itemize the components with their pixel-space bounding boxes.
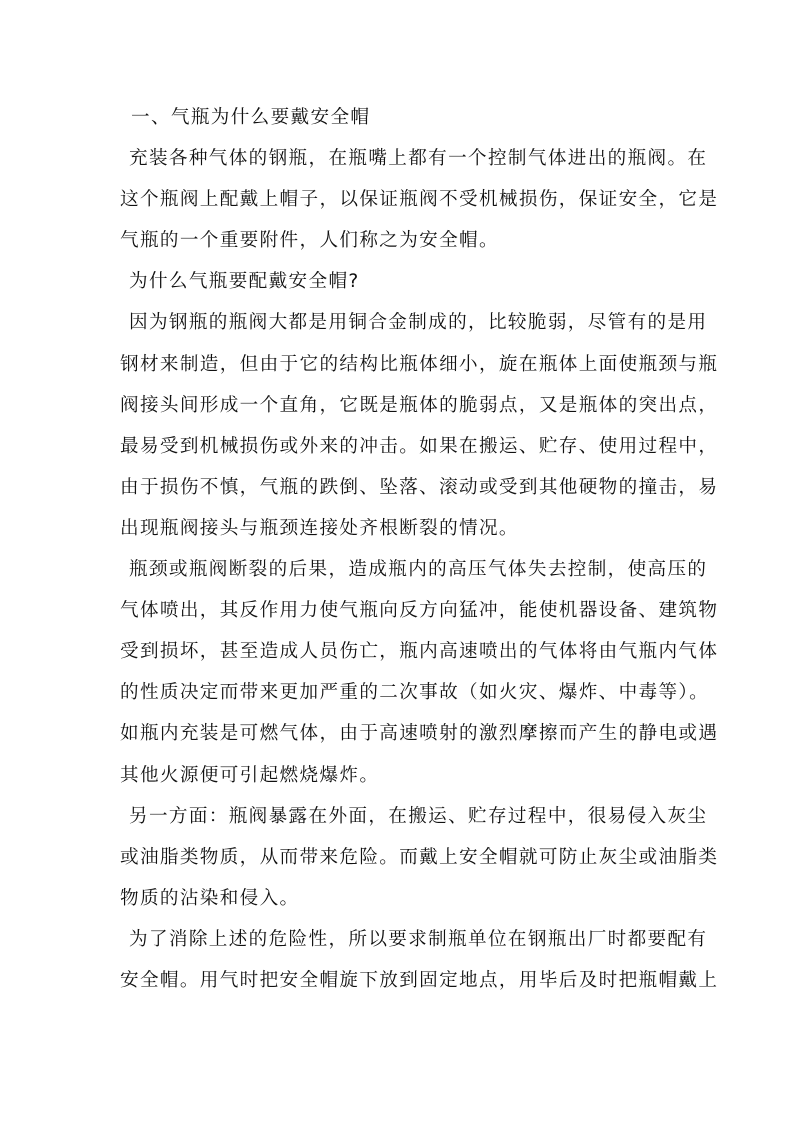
paragraph-3-line-6: 其他火源便可引起燃烧爆炸。 — [120, 764, 380, 786]
paragraph-4-line-2: 或油脂类物质，从而带来危险。而戴上安全帽就可防止灰尘或油脂类 — [120, 846, 719, 868]
paragraph-2-line-4: 最易受到机械损伤或外来的冲击。如果在搬运、贮存、使用过程中， — [120, 435, 719, 457]
paragraph-2-line-5: 由于损伤不慎，气瓶的跌倒、坠落、滚动或受到其他硬物的撞击，易 — [120, 476, 719, 498]
paragraph-3-line-3: 受到损坏，甚至造成人员伤亡，瓶内高速喷出的气体将由气瓶内气体 — [120, 641, 719, 663]
paragraph-4-line-1: 另一方面：瓶阀暴露在外面，在搬运、贮存过程中，很易侵入灰尘 — [129, 805, 708, 827]
paragraph-1-line-3: 气瓶的一个重要附件，人们称之为安全帽。 — [120, 230, 499, 252]
paragraph-2-line-2: 钢材来制造，但由于它的结构比瓶体细小，旋在瓶体上面使瓶颈与瓶 — [120, 353, 719, 375]
section-heading: 一、气瓶为什么要戴安全帽 — [131, 107, 371, 128]
paragraph-2-line-1: 因为钢瓶的瓶阀大都是用铜合金制成的，比较脆弱，尽管有的是用 — [129, 312, 708, 334]
paragraph-1-line-2: 这个瓶阀上配戴上帽子，以保证瓶阀不受机械损伤，保证安全，它是 — [120, 189, 719, 211]
document-page — [120, 97, 719, 1001]
paragraph-2-line-6: 出现瓶阀接头与瓶颈连接处齐根断裂的情况。 — [120, 517, 519, 539]
paragraph-3-line-5: 如瓶内充装是可燃气体，由于高速喷射的激烈摩擦而产生的静电或遇 — [120, 723, 719, 745]
paragraph-1-line-1: 充装各种气体的钢瓶，在瓶嘴上都有一个控制气体进出的瓶阀。在 — [129, 148, 708, 170]
paragraph-5-line-2: 安全帽。用气时把安全帽旋下放到固定地点，用毕后及时把瓶帽戴上 — [120, 969, 719, 991]
paragraph-2-line-3: 阀接头间形成一个直角，它既是瓶体的脆弱点，又是瓶体的突出点， — [120, 394, 719, 416]
question-heading: 为什么气瓶要配戴安全帽? — [129, 271, 360, 293]
paragraph-3-line-4: 的性质决定而带来更加严重的二次事故（如火灾、爆炸、中毒等）。 — [120, 682, 710, 704]
paragraph-4-line-3: 物质的沾染和侵入。 — [120, 887, 300, 909]
paragraph-3-line-1: 瓶颈或瓶阀断裂的后果，造成瓶内的高压气体失去控制，使高压的 — [129, 559, 708, 581]
paragraph-5-line-1: 为了消除上述的危险性，所以要求制瓶单位在钢瓶出厂时都要配有 — [129, 928, 708, 950]
paragraph-3-line-2: 气体喷出，其反作用力使气瓶向反方向猛冲，能使机器设备、建筑物 — [120, 600, 719, 622]
